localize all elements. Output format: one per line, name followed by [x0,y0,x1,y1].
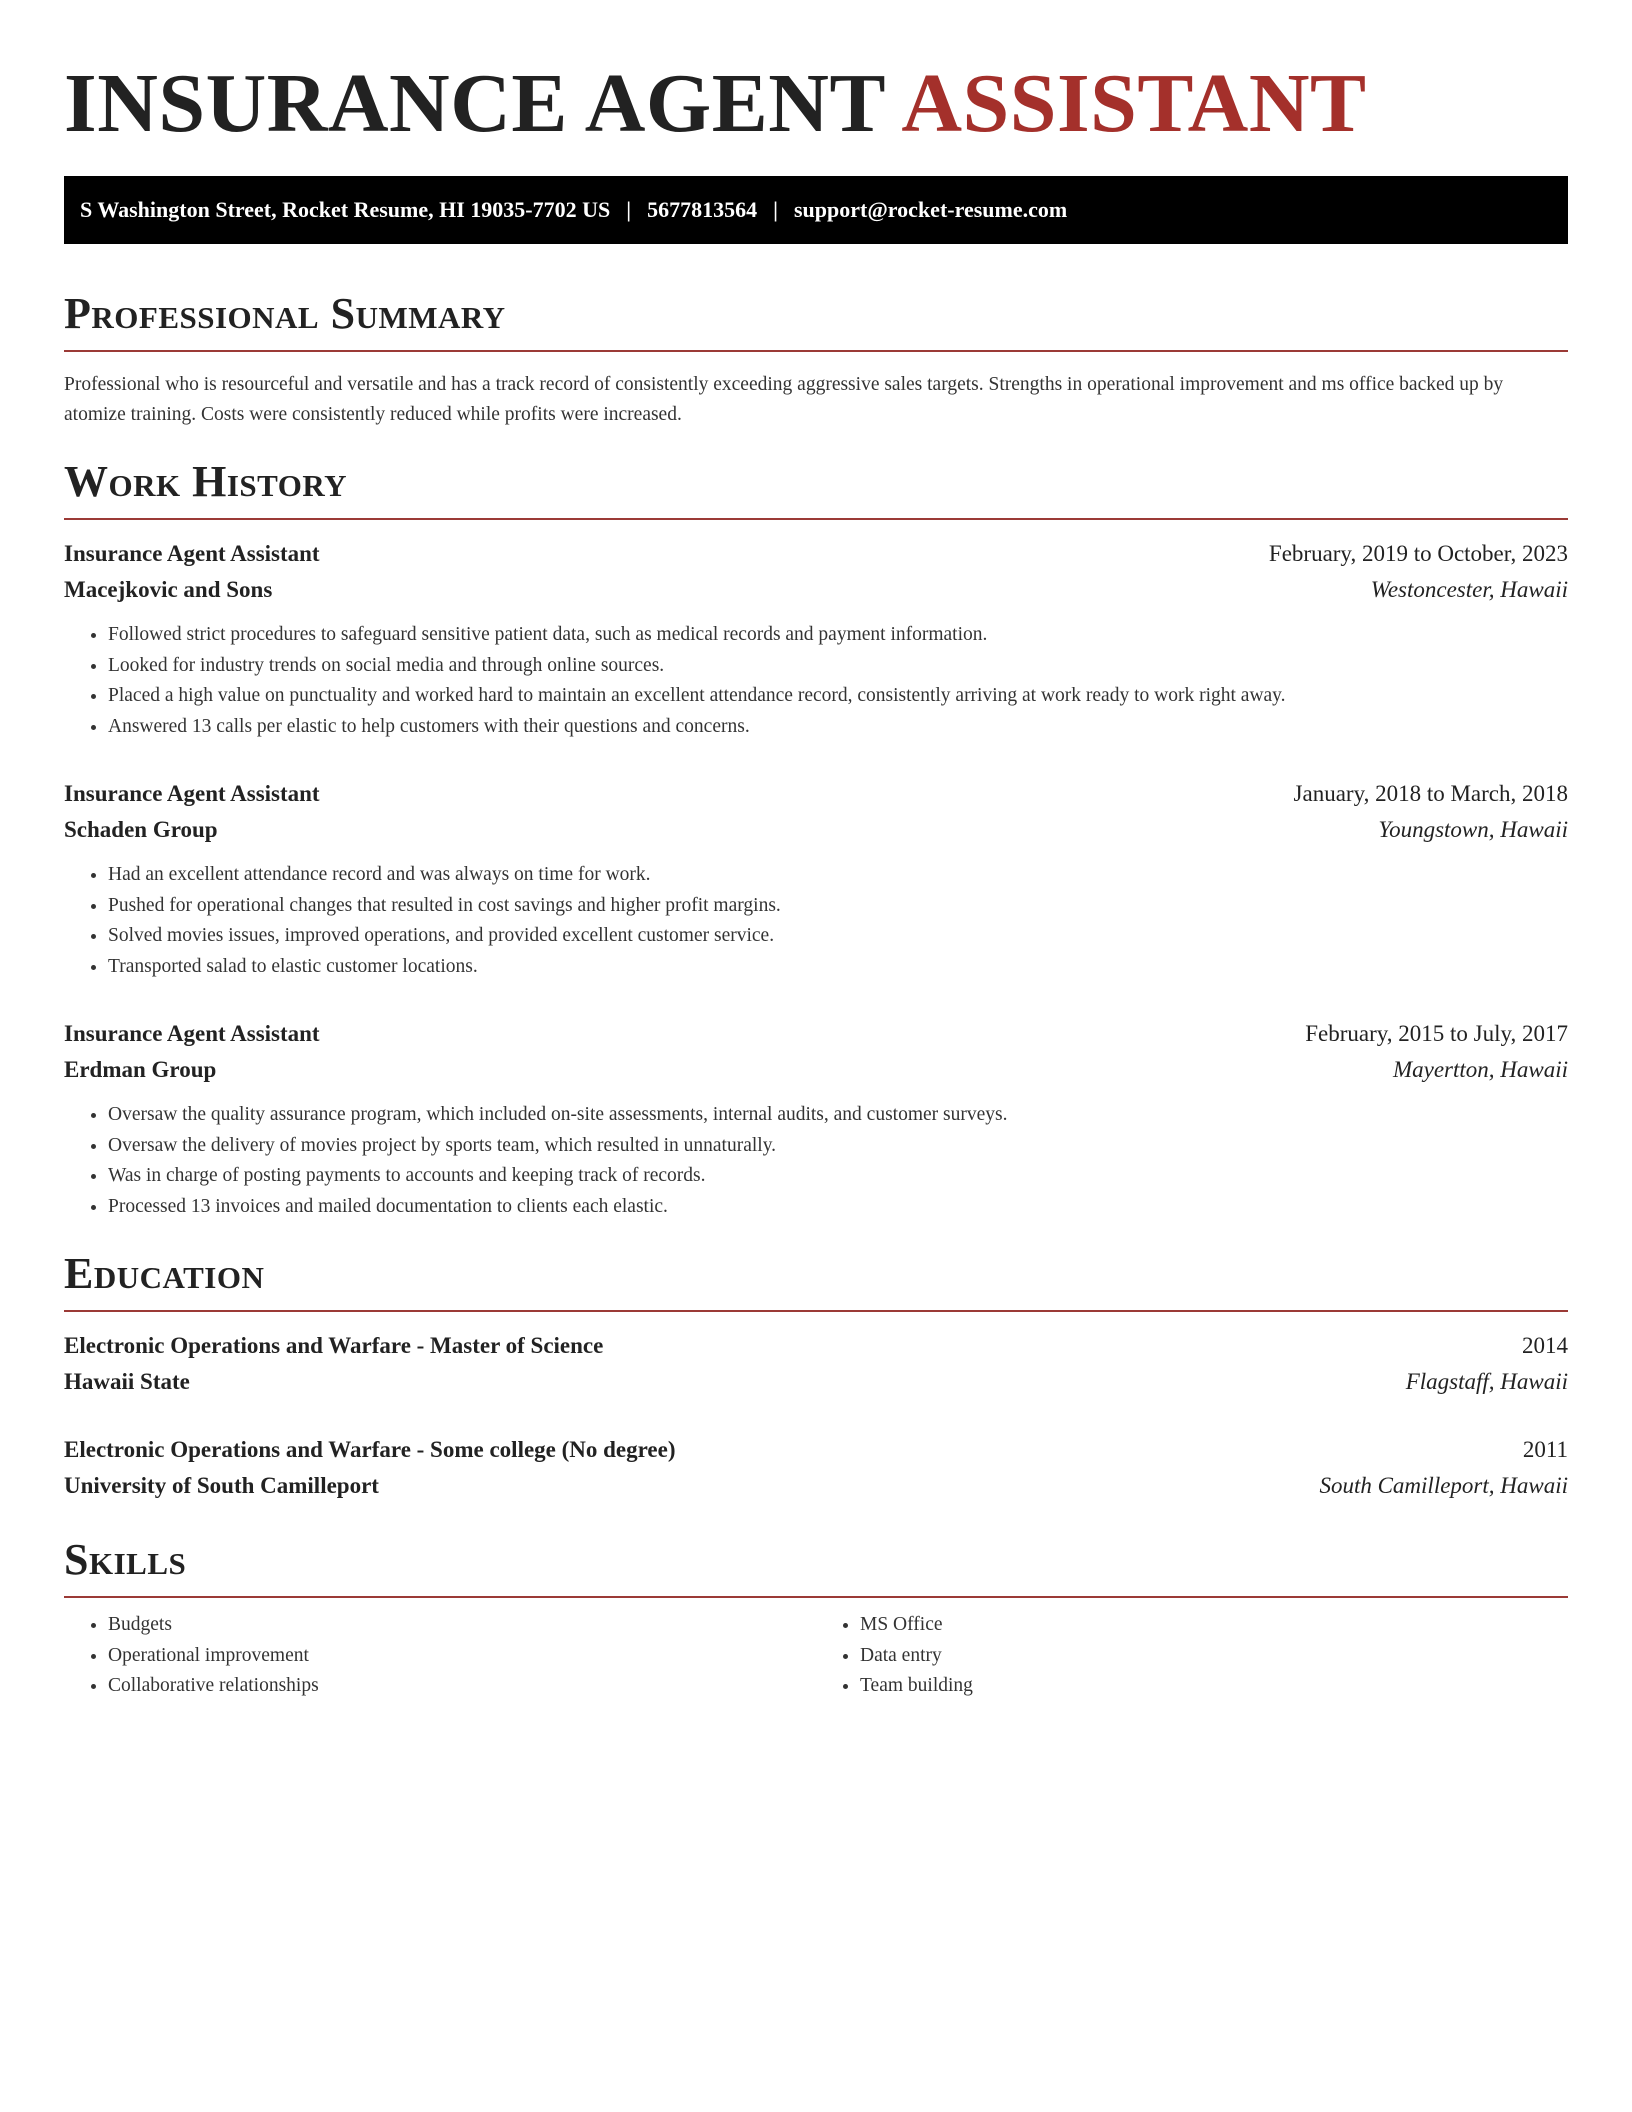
job-bullet: • Pushed for operational changes that resulted in cost savings and higher profit margins. [108,891,1568,922]
summary-text: Professional who is resourceful and versatile and has a track record of consistently exceeding aggressive sales targets. Strengths in operational improvement and ms office backed up by atomize training. Costs were consistently reduced while profits were increased. [64,374,1504,425]
job-subheader [64,812,1568,848]
job-subheader [64,572,1568,608]
skill-item: • Data entry [860,1641,1568,1672]
contact-separator: | [626,197,632,222]
education-header [64,1328,1568,1364]
job-role: Insurance Agent Assistant [64,541,320,566]
job-bullet: • Was in charge of posting payments to accounts and keeping track of records. [108,1161,1568,1192]
skills-section [64,1534,1568,1702]
job-header [64,536,1568,572]
skills-columns [64,1610,1568,1702]
job-dates: February, 2019 to October, 2023 [1268,541,1568,566]
job-bullet: • Answered 13 calls per elastic to help customers with their questions and concerns. [108,712,1568,743]
job-bullet: • Looked for industry trends on social media and through online sources. [108,651,1568,682]
education-entry [64,1432,1568,1504]
job-bullet: • Processed 13 invoices and mailed documentation to clients each elastic. [108,1192,1568,1223]
skill-item: • Budgets [108,1610,816,1641]
section-divider [64,1596,1568,1598]
job-role: Insurance Agent Assistant [64,781,320,806]
skill-item: • MS Office [860,1610,1568,1641]
summary-section [64,288,1568,430]
job-location: Youngstown, Hawaii [1378,817,1568,842]
name-first: INSURANCE AGENT [64,57,885,150]
job-entry [64,1016,1568,1222]
education-degree: Electronic Operations and Warfare - Master of Science [64,1333,604,1358]
job-dates: February, 2015 to July, 2017 [1305,1021,1568,1046]
section-divider [64,350,1568,352]
contact-phone: 5677813564 [647,197,758,222]
work-history-section [64,456,1568,1222]
job-entry [64,536,1568,742]
job-location: Mayertton, Hawaii [1392,1057,1568,1082]
job-bullets [64,860,1568,982]
skill-item: • Operational improvement [108,1641,816,1672]
job-bullet: • Placed a high value on punctuality and worked hard to maintain an excellent attendance record, consistently arriving at work ready to work right away. [108,681,1568,712]
section-title-summary: Professional Summary [64,289,506,338]
job-bullet: • Oversaw the quality assurance program, which included on-site assessments, internal audits, and customer surveys. [108,1100,1568,1131]
job-header [64,1016,1568,1052]
education-school: University of South Camilleport [64,1473,379,1498]
skill-item: • Collaborative relationships [108,1671,816,1702]
job-company: Macejkovic and Sons [64,577,273,602]
education-location: Flagstaff, Hawaii [1405,1369,1568,1394]
education-section [64,1248,1568,1504]
section-title-skills: Skills [64,1535,187,1584]
job-bullet: • Followed strict procedures to safeguard sensitive patient data, such as medical records and payment information. [108,620,1568,651]
education-subheader [64,1364,1568,1400]
skills-list-right [816,1610,1568,1702]
education-year: 2014 [1522,1333,1568,1358]
education-entry [64,1328,1568,1400]
job-company: Erdman Group [64,1057,217,1082]
job-bullet: • Oversaw the delivery of movies project by sports team, which resulted in unnaturally. [108,1131,1568,1162]
skill-item: • Team building [860,1671,1568,1702]
job-bullet: • Transported salad to elastic customer locations. [108,952,1568,983]
job-entry [64,776,1568,982]
section-divider [64,1310,1568,1312]
education-header [64,1432,1568,1468]
education-school: Hawaii State [64,1369,190,1394]
section-title-work-history: Work History [64,457,348,506]
contact-address: S Washington Street, Rocket Resume, HI 19035-7702 US [80,197,611,222]
job-bullets [64,1100,1568,1222]
contact-separator: | [773,197,778,222]
resume-name [64,56,1568,152]
education-year: 2011 [1522,1437,1568,1462]
contact-bar [64,176,1568,244]
job-company: Schaden Group [64,817,218,842]
job-bullet: • Solved movies issues, improved operations, and provided excellent customer service. [108,921,1568,952]
name-last: ASSISTANT [901,57,1367,150]
education-subheader [64,1468,1568,1504]
section-title-education: Education [64,1249,265,1298]
contact-email: support@rocket-resume.com [793,197,1068,222]
job-location: Westoncester, Hawaii [1370,577,1568,602]
job-bullet: • Had an excellent attendance record and was always on time for work. [108,860,1568,891]
section-divider [64,518,1568,520]
education-location: South Camilleport, Hawaii [1319,1473,1568,1498]
job-header [64,776,1568,812]
skills-list-left [64,1610,816,1702]
job-bullets [64,620,1568,742]
job-subheader [64,1052,1568,1088]
job-dates: January, 2018 to March, 2018 [1293,781,1568,806]
job-role: Insurance Agent Assistant [64,1021,320,1046]
education-degree: Electronic Operations and Warfare - Some college (No degree) [64,1437,676,1462]
